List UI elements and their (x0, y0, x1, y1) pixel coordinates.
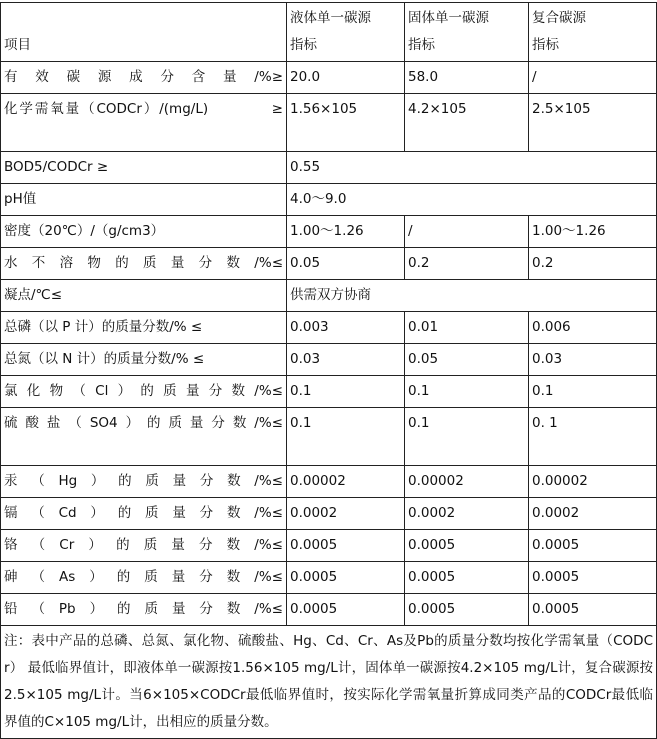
table-row (1, 216, 657, 248)
table-row (1, 62, 657, 94)
row-value-solid: 0.1 (405, 376, 529, 408)
table-note-row (1, 626, 657, 739)
row-value-solid: 0.0002 (405, 498, 529, 530)
row-label: 总磷（以 P 计）的质量分数/% ≤ (1, 312, 287, 344)
table-row (1, 408, 657, 466)
table-row (1, 562, 657, 594)
row-value-liquid: 1.00～1.26 (287, 216, 405, 248)
row-value-liquid: 0.05 (287, 248, 405, 280)
row-value-solid: 0.01 (405, 312, 529, 344)
row-value-solid: 0.2 (405, 248, 529, 280)
table-row (1, 498, 657, 530)
row-value-compound: 0. 1 (529, 408, 657, 466)
header-col-name: 固体单一碳源 (408, 10, 489, 26)
table-header-row (1, 3, 657, 62)
row-label: 铬（Cr）的质量分数/%≤ (1, 530, 287, 562)
row-label: pH值 (1, 184, 287, 216)
row-value-compound: 0.0005 (529, 562, 657, 594)
row-value-compound: 1.00～1.26 (529, 216, 657, 248)
header-col-sub: 指标 (290, 37, 317, 53)
header-col-name: 复合碳源 (532, 10, 586, 26)
row-value-liquid: 0.0005 (287, 594, 405, 626)
header-col-solid (405, 3, 529, 62)
row-value-compound: 0.0002 (529, 498, 657, 530)
row-value-solid: 0.1 (405, 408, 529, 466)
carbon-source-spec-table (0, 2, 657, 739)
row-value-solid: / (405, 216, 529, 248)
row-value-liquid: 0.1 (287, 376, 405, 408)
row-value-liquid: 0.0005 (287, 530, 405, 562)
table-row (1, 280, 657, 312)
header-col-liquid (287, 3, 405, 62)
row-value-liquid: 0.03 (287, 344, 405, 376)
table-row (1, 248, 657, 280)
row-value-compound: 0.0005 (529, 594, 657, 626)
table-row (1, 376, 657, 408)
row-value-merged: 0.55 (287, 152, 657, 184)
header-item-label: 项目 (4, 37, 31, 53)
table-row (1, 530, 657, 562)
header-item-cell (1, 3, 287, 62)
row-value-compound: 0.1 (529, 376, 657, 408)
row-value-compound: 0.2 (529, 248, 657, 280)
table-row (1, 152, 657, 184)
row-label: 凝点/℃≤ (1, 280, 287, 312)
row-label: 氯化物（Cl）的质量分数/%≤ (1, 376, 287, 408)
table-row (1, 312, 657, 344)
row-label: BOD5/CODCr ≥ (1, 152, 287, 184)
row-value-solid: 4.2×105 (405, 94, 529, 152)
row-value-compound: 0.006 (529, 312, 657, 344)
row-value-liquid: 20.0 (287, 62, 405, 94)
row-value-solid: 0.0005 (405, 530, 529, 562)
row-value-liquid: 0.1 (287, 408, 405, 466)
row-value-solid: 58.0 (405, 62, 529, 94)
row-label: 汞（Hg）的质量分数/%≤ (1, 466, 287, 498)
header-col-compound (529, 3, 657, 62)
row-value-compound: 0.00002 (529, 466, 657, 498)
row-value-compound: 0.03 (529, 344, 657, 376)
row-value-solid: 0.00002 (405, 466, 529, 498)
row-value-merged: 4.0～9.0 (287, 184, 657, 216)
row-label: 有效碳源成分含量/%≥ (1, 62, 287, 94)
row-value-liquid: 0.003 (287, 312, 405, 344)
row-value-compound: 2.5×105 (529, 94, 657, 152)
row-label: 铅（Pb）的质量分数/%≤ (1, 594, 287, 626)
row-label: 硫酸盐（SO4）的质量分数/%≤ (1, 408, 287, 466)
row-value-compound: / (529, 62, 657, 94)
table-row (1, 344, 657, 376)
row-label: 镉（Cd）的质量分数/%≤ (1, 498, 287, 530)
table-row (1, 94, 657, 152)
row-label: 水不溶物的质量分数/%≤ (1, 248, 287, 280)
row-value-liquid: 0.0002 (287, 498, 405, 530)
row-value-liquid: 1.56×105 (287, 94, 405, 152)
row-value-liquid: 0.00002 (287, 466, 405, 498)
table-row (1, 466, 657, 498)
row-value-merged: 供需双方协商 (287, 280, 657, 312)
table-row (1, 594, 657, 626)
header-col-name: 液体单一碳源 (290, 10, 371, 26)
row-value-compound: 0.0005 (529, 530, 657, 562)
table-row (1, 184, 657, 216)
row-value-solid: 0.0005 (405, 594, 529, 626)
header-col-sub: 指标 (408, 37, 435, 53)
row-label: 总氮（以 N 计）的质量分数/% ≤ (1, 344, 287, 376)
header-col-sub: 指标 (532, 37, 559, 53)
row-value-liquid: 0.0005 (287, 562, 405, 594)
row-label: 化学需氧量（CODCr）/(mg/L) ≥ (1, 94, 287, 152)
row-value-solid: 0.05 (405, 344, 529, 376)
table-note: 注：表中产品的总磷、总氮、氯化物、硫酸盐、Hg、Cd、Cr、As及Pb的质量分数均按化学需氧量（CODCr） 最低临界值计，即液体单一碳源按1.56×105 mg/L计，固体单一碳源按4.2×105 mg/L计，复合碳源按2.5×105 mg/L计。当6×105×CODCr最低临界值时，按实际化学需氧量折算成同类产品的CODCr最低临界值的C×105 mg/L计，出相应的质量分数。 (1, 626, 657, 739)
row-label: 密度（20℃）/（g/cm3） (1, 216, 287, 248)
row-label: 砷（As）的质量分数/%≤ (1, 562, 287, 594)
row-value-solid: 0.0005 (405, 562, 529, 594)
